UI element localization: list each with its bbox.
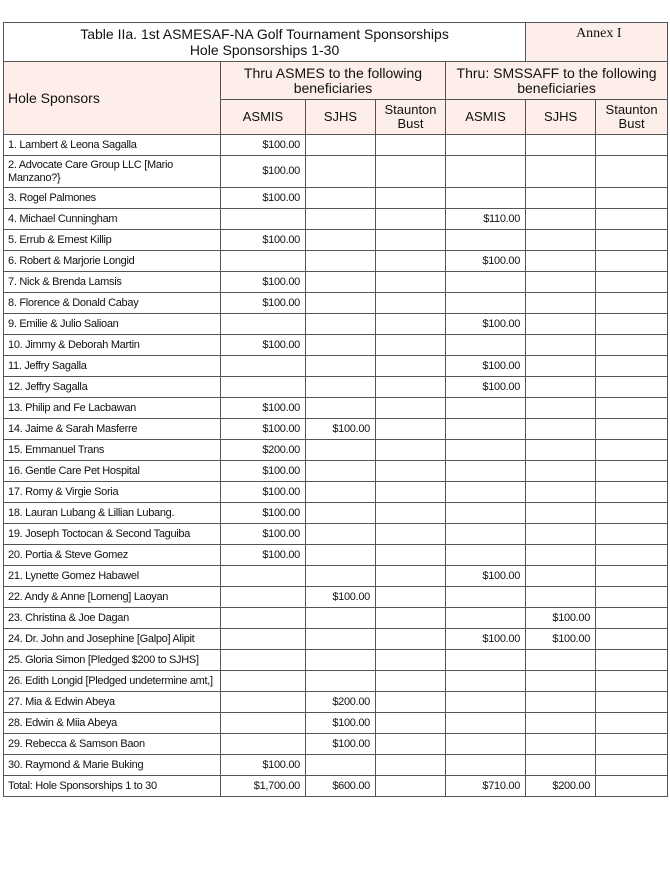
- amount-cell: [221, 713, 306, 734]
- amount-cell: [306, 755, 376, 776]
- table-row: [4, 356, 668, 377]
- amount-cell: [376, 608, 446, 629]
- amount-cell: [526, 156, 596, 188]
- amount-cell: [596, 135, 668, 156]
- amount-cell: [526, 524, 596, 545]
- sponsor-name-cell: 9. Emilie & Julio Salioan: [4, 314, 221, 335]
- amount-cell: [526, 482, 596, 503]
- amount-cell: [526, 440, 596, 461]
- amount-cell: [306, 251, 376, 272]
- amount-cell: [306, 671, 376, 692]
- amount-cell: $100.00: [446, 377, 526, 398]
- amount-cell: [306, 524, 376, 545]
- amount-cell: $200.00: [221, 440, 306, 461]
- amount-cell: [376, 314, 446, 335]
- sponsor-name-cell: 8. Florence & Donald Cabay: [4, 293, 221, 314]
- amount-cell: [376, 230, 446, 251]
- amount-cell: [306, 629, 376, 650]
- amount-cell: [526, 230, 596, 251]
- amount-cell: $100.00: [221, 545, 306, 566]
- amount-cell: [596, 776, 668, 797]
- amount-cell: $100.00: [446, 356, 526, 377]
- amount-cell: [446, 692, 526, 713]
- amount-cell: [596, 503, 668, 524]
- amount-cell: [596, 251, 668, 272]
- amount-cell: [446, 755, 526, 776]
- col-header-asmis-2: ASMIS: [446, 100, 526, 135]
- amount-cell: [446, 650, 526, 671]
- table-row: [4, 230, 668, 251]
- amount-cell: [221, 377, 306, 398]
- amount-cell: [446, 156, 526, 188]
- amount-cell: [221, 692, 306, 713]
- col-header-sjhs-1: SJHS: [306, 100, 376, 135]
- amount-cell: [596, 272, 668, 293]
- amount-cell: [306, 503, 376, 524]
- amount-cell: [306, 135, 376, 156]
- amount-cell: [376, 734, 446, 755]
- sponsor-name-cell: 12. Jeffry Sagalla: [4, 377, 221, 398]
- amount-cell: [446, 398, 526, 419]
- table-row: [4, 755, 668, 776]
- amount-cell: $100.00: [306, 734, 376, 755]
- amount-cell: [376, 671, 446, 692]
- amount-cell: [376, 419, 446, 440]
- amount-cell: [306, 377, 376, 398]
- amount-cell: $200.00: [306, 692, 376, 713]
- table-row: [4, 524, 668, 545]
- table-row: [4, 135, 668, 156]
- amount-cell: [446, 272, 526, 293]
- table-row: [4, 209, 668, 230]
- amount-cell: [446, 188, 526, 209]
- amount-cell: [306, 461, 376, 482]
- amount-cell: [306, 608, 376, 629]
- table-row: [4, 671, 668, 692]
- amount-cell: [446, 587, 526, 608]
- amount-cell: [446, 482, 526, 503]
- amount-cell: $600.00: [306, 776, 376, 797]
- amount-cell: [446, 135, 526, 156]
- amount-cell: [596, 671, 668, 692]
- amount-cell: [446, 524, 526, 545]
- amount-cell: [376, 398, 446, 419]
- amount-cell: $100.00: [221, 230, 306, 251]
- table-row: [4, 419, 668, 440]
- amount-cell: [376, 293, 446, 314]
- amount-cell: [306, 314, 376, 335]
- document-page: [3, 22, 667, 797]
- sponsor-name-cell: 20. Portia & Steve Gomez: [4, 545, 221, 566]
- amount-cell: [221, 650, 306, 671]
- amount-cell: [526, 545, 596, 566]
- amount-cell: [596, 461, 668, 482]
- amount-cell: [221, 209, 306, 230]
- amount-cell: [376, 356, 446, 377]
- amount-cell: [221, 608, 306, 629]
- group-smssaff-header: Thru: SMSSAFF to the following beneficiaries: [446, 62, 668, 100]
- table-row: [4, 440, 668, 461]
- sponsor-name-cell: 23. Christina & Joe Dagan: [4, 608, 221, 629]
- amount-cell: [526, 135, 596, 156]
- amount-cell: [596, 734, 668, 755]
- sponsor-name-cell: 19. Joseph Toctocan & Second Taguiba: [4, 524, 221, 545]
- amount-cell: [376, 209, 446, 230]
- table-row: [4, 482, 668, 503]
- group-asmes-header: Thru ASMES to the following beneficiaries: [221, 62, 446, 100]
- sponsor-name-cell: 22. Andy & Anne [Lomeng] Laoyan: [4, 587, 221, 608]
- amount-cell: [596, 314, 668, 335]
- amount-cell: [526, 251, 596, 272]
- amount-cell: [306, 356, 376, 377]
- sponsor-name-cell: 10. Jimmy & Deborah Martin: [4, 335, 221, 356]
- sponsor-name-cell: 21. Lynette Gomez Habawel: [4, 566, 221, 587]
- sponsor-name-cell: 25. Gloria Simon [Pledged $200 to SJHS]: [4, 650, 221, 671]
- amount-cell: [306, 482, 376, 503]
- col-header-staunton-1: Staunton Bust: [376, 100, 446, 135]
- sponsor-name-cell: 27. Mia & Edwin Abeya: [4, 692, 221, 713]
- amount-cell: [596, 713, 668, 734]
- amount-cell: $710.00: [446, 776, 526, 797]
- amount-cell: [596, 755, 668, 776]
- amount-cell: [306, 188, 376, 209]
- sponsor-name-cell: 1. Lambert & Leona Sagalla: [4, 135, 221, 156]
- amount-cell: $100.00: [306, 419, 376, 440]
- sponsor-name-cell: 5. Errub & Ernest Killip: [4, 230, 221, 251]
- amount-cell: [221, 671, 306, 692]
- amount-cell: [596, 377, 668, 398]
- amount-cell: [306, 156, 376, 188]
- amount-cell: [596, 356, 668, 377]
- sponsor-name-cell: Total: Hole Sponsorships 1 to 30: [4, 776, 221, 797]
- amount-cell: $100.00: [221, 293, 306, 314]
- amount-cell: [376, 440, 446, 461]
- sponsor-name-cell: 2. Advocate Care Group LLC [Mario Manzano?}: [4, 156, 221, 188]
- amount-cell: [221, 356, 306, 377]
- table-title: [4, 23, 526, 62]
- amount-cell: [526, 734, 596, 755]
- sponsor-name-cell: 24. Dr. John and Josephine [Galpo] Alipit: [4, 629, 221, 650]
- table-title-line1: Table IIa. 1st ASMESAF-NA Golf Tournament Sponsorships: [80, 26, 449, 42]
- table-row: [4, 398, 668, 419]
- col-header-sjhs-2: SJHS: [526, 100, 596, 135]
- amount-cell: [306, 545, 376, 566]
- amount-cell: $100.00: [446, 314, 526, 335]
- amount-cell: [376, 461, 446, 482]
- amount-cell: [526, 293, 596, 314]
- amount-cell: [526, 188, 596, 209]
- amount-cell: $100.00: [221, 156, 306, 188]
- amount-cell: [446, 671, 526, 692]
- amount-cell: $1,700.00: [221, 776, 306, 797]
- amount-cell: [376, 692, 446, 713]
- table-row: [4, 293, 668, 314]
- sponsor-name-cell: 29. Rebecca & Samson Baon: [4, 734, 221, 755]
- amount-cell: [376, 156, 446, 188]
- amount-cell: [526, 650, 596, 671]
- table-row: [4, 566, 668, 587]
- amount-cell: [596, 156, 668, 188]
- amount-cell: $100.00: [221, 524, 306, 545]
- amount-cell: [446, 608, 526, 629]
- amount-cell: [526, 671, 596, 692]
- col-header-asmis-1: ASMIS: [221, 100, 306, 135]
- table-row: [4, 692, 668, 713]
- amount-cell: [376, 135, 446, 156]
- amount-cell: [446, 713, 526, 734]
- table-row: [4, 650, 668, 671]
- amount-cell: [596, 230, 668, 251]
- amount-cell: [596, 608, 668, 629]
- amount-cell: $100.00: [221, 272, 306, 293]
- amount-cell: $100.00: [306, 587, 376, 608]
- amount-cell: [306, 293, 376, 314]
- amount-cell: [376, 776, 446, 797]
- annex-label: Annex I: [576, 26, 622, 41]
- amount-cell: [376, 188, 446, 209]
- sponsor-name-cell: 28. Edwin & Miia Abeya: [4, 713, 221, 734]
- amount-cell: [596, 566, 668, 587]
- amount-cell: [306, 335, 376, 356]
- amount-cell: [306, 230, 376, 251]
- sponsor-name-cell: 14. Jaime & Sarah Masferre: [4, 419, 221, 440]
- amount-cell: [376, 524, 446, 545]
- amount-cell: [526, 335, 596, 356]
- title-row: [4, 23, 668, 62]
- amount-cell: [306, 650, 376, 671]
- amount-cell: [306, 209, 376, 230]
- amount-cell: [526, 587, 596, 608]
- amount-cell: $200.00: [526, 776, 596, 797]
- table-row: [4, 156, 668, 188]
- table-row: [4, 776, 668, 797]
- amount-cell: [376, 713, 446, 734]
- amount-cell: $100.00: [221, 755, 306, 776]
- amount-cell: $100.00: [446, 629, 526, 650]
- amount-cell: [526, 461, 596, 482]
- amount-cell: $100.00: [221, 398, 306, 419]
- amount-cell: [221, 251, 306, 272]
- amount-cell: [526, 272, 596, 293]
- amount-cell: [446, 419, 526, 440]
- table-row: [4, 251, 668, 272]
- amount-cell: $100.00: [221, 503, 306, 524]
- sponsor-name-cell: 4. Michael Cunningham: [4, 209, 221, 230]
- table-row: [4, 272, 668, 293]
- amount-cell: [526, 503, 596, 524]
- amount-cell: [526, 713, 596, 734]
- amount-cell: [596, 587, 668, 608]
- amount-cell: [376, 377, 446, 398]
- amount-cell: [376, 503, 446, 524]
- amount-cell: $100.00: [221, 482, 306, 503]
- sponsor-name-cell: 30. Raymond & Marie Buking: [4, 755, 221, 776]
- amount-cell: [526, 755, 596, 776]
- amount-cell: [446, 503, 526, 524]
- table-row: [4, 377, 668, 398]
- amount-cell: $110.00: [446, 209, 526, 230]
- amount-cell: [526, 314, 596, 335]
- amount-cell: [596, 482, 668, 503]
- amount-cell: [221, 566, 306, 587]
- amount-cell: $100.00: [446, 566, 526, 587]
- table-row: [4, 188, 668, 209]
- sponsor-name-cell: 3. Rogel Palmones: [4, 188, 221, 209]
- amount-cell: [306, 398, 376, 419]
- amount-cell: [526, 377, 596, 398]
- sponsor-name-cell: 18. Lauran Lubang & Lillian Lubang.: [4, 503, 221, 524]
- amount-cell: [596, 293, 668, 314]
- table-row: [4, 335, 668, 356]
- amount-cell: [446, 734, 526, 755]
- sponsor-name-cell: 6. Robert & Marjorie Longid: [4, 251, 221, 272]
- amount-cell: [376, 587, 446, 608]
- amount-cell: $100.00: [526, 608, 596, 629]
- amount-cell: $100.00: [446, 251, 526, 272]
- amount-cell: $100.00: [221, 335, 306, 356]
- amount-cell: [596, 440, 668, 461]
- amount-cell: [306, 566, 376, 587]
- amount-cell: $100.00: [526, 629, 596, 650]
- sponsor-name-cell: 15. Emmanuel Trans: [4, 440, 221, 461]
- table-row: [4, 587, 668, 608]
- amount-cell: [446, 461, 526, 482]
- header-group-row: [4, 62, 668, 100]
- amount-cell: [446, 293, 526, 314]
- amount-cell: [526, 356, 596, 377]
- amount-cell: [596, 650, 668, 671]
- amount-cell: [376, 335, 446, 356]
- amount-cell: [376, 566, 446, 587]
- amount-cell: [221, 629, 306, 650]
- table-row: [4, 734, 668, 755]
- sponsor-name-cell: 7. Nick & Brenda Lamsis: [4, 272, 221, 293]
- amount-cell: [446, 335, 526, 356]
- table-row: [4, 461, 668, 482]
- table-row: [4, 629, 668, 650]
- amount-cell: $100.00: [306, 713, 376, 734]
- table-row: [4, 713, 668, 734]
- amount-cell: [596, 209, 668, 230]
- sponsor-name-cell: 26. Edith Longid [Pledged undetermine amt,]: [4, 671, 221, 692]
- amount-cell: [376, 272, 446, 293]
- col-header-staunton-2: Staunton Bust: [596, 100, 668, 135]
- amount-cell: [446, 230, 526, 251]
- table-row: [4, 608, 668, 629]
- hole-sponsors-header: Hole Sponsors: [4, 62, 221, 135]
- annex-label-cell: [526, 23, 668, 62]
- table-row: [4, 503, 668, 524]
- amount-cell: $100.00: [221, 188, 306, 209]
- amount-cell: [376, 251, 446, 272]
- amount-cell: [376, 545, 446, 566]
- amount-cell: [306, 272, 376, 293]
- sponsor-name-cell: 17. Romy & Virgie Soria: [4, 482, 221, 503]
- amount-cell: [596, 524, 668, 545]
- amount-cell: [596, 419, 668, 440]
- amount-cell: [376, 650, 446, 671]
- amount-cell: $100.00: [221, 419, 306, 440]
- amount-cell: [376, 629, 446, 650]
- amount-cell: [446, 440, 526, 461]
- sponsor-name-cell: 11. Jeffry Sagalla: [4, 356, 221, 377]
- sponsor-name-cell: 13. Philip and Fe Lacbawan: [4, 398, 221, 419]
- amount-cell: [596, 629, 668, 650]
- sponsor-name-cell: 16. Gentle Care Pet Hospital: [4, 461, 221, 482]
- amount-cell: $100.00: [221, 461, 306, 482]
- table-row: [4, 314, 668, 335]
- amount-cell: [526, 398, 596, 419]
- amount-cell: [526, 692, 596, 713]
- amount-cell: [221, 587, 306, 608]
- amount-cell: [596, 188, 668, 209]
- amount-cell: [596, 335, 668, 356]
- table-row: [4, 545, 668, 566]
- amount-cell: [596, 692, 668, 713]
- amount-cell: [376, 482, 446, 503]
- amount-cell: [376, 755, 446, 776]
- amount-cell: [221, 314, 306, 335]
- amount-cell: [221, 734, 306, 755]
- sponsorship-table: [3, 22, 668, 797]
- amount-cell: $100.00: [221, 135, 306, 156]
- amount-cell: [526, 566, 596, 587]
- amount-cell: [596, 545, 668, 566]
- amount-cell: [526, 209, 596, 230]
- table-title-line2: Hole Sponsorships 1-30: [189, 42, 340, 58]
- amount-cell: [526, 419, 596, 440]
- amount-cell: [306, 440, 376, 461]
- amount-cell: [446, 545, 526, 566]
- amount-cell: [596, 398, 668, 419]
